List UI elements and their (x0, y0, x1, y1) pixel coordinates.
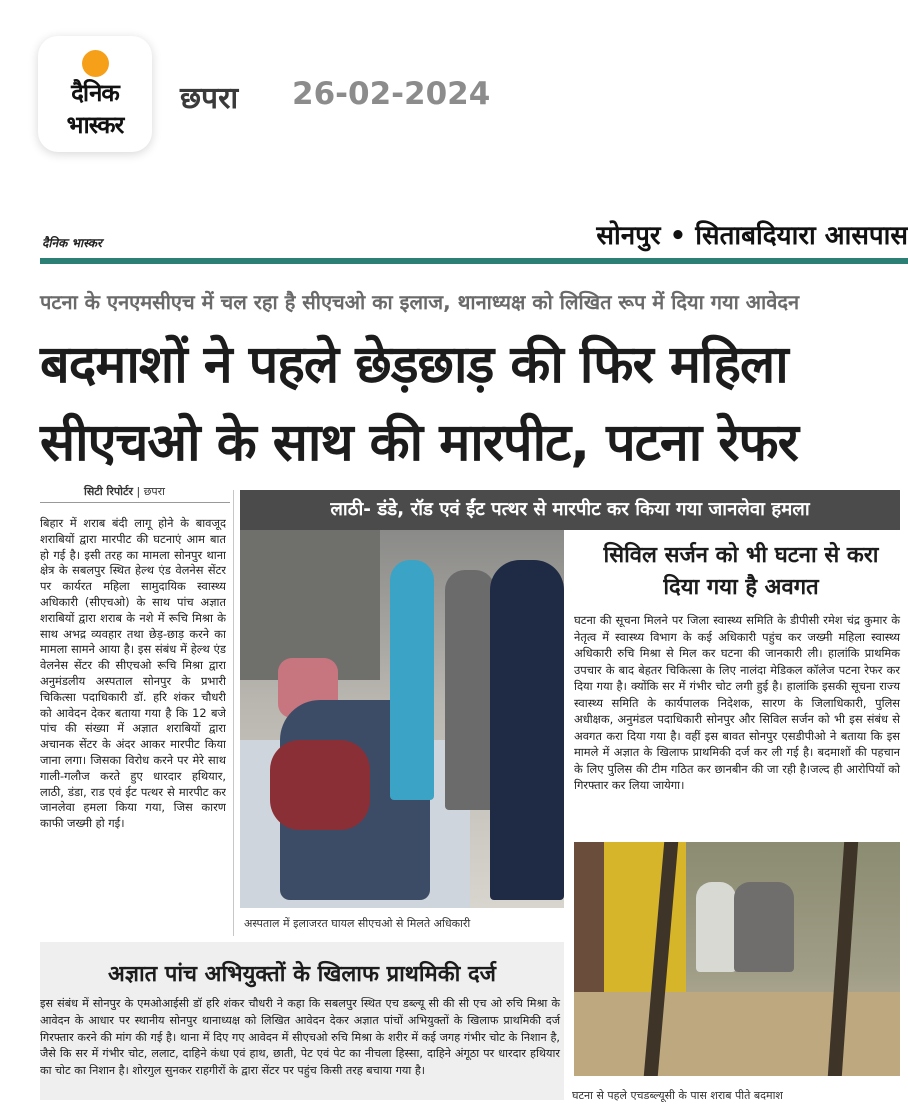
section-rule (40, 258, 908, 264)
decor (696, 882, 736, 972)
right-column-text: घटना की सूचना मिलने पर जिला स्वास्थ्य समिति के डीपीसी रमेश चंद्र कुमार के नेतृत्व में स्वास्थ्य विभाग के कई अधिकारी पहुंच कर जख्मी महिला स्वास्थ्य अधिकारी रुचि मिश्रा से मिल कर घटना की जानकारी ली। हालांकि प्राथमिक उपचार के बाद बेहतर चिकित्सा के लिए नालंदा मेडिकल कॉलेज पटना रेफर कर दिया गया है। क्योंकि सर में गंभीर चोट लगी हुई है। हालांकि इसकी सूचना राज्य स्वास्थ्य समिति के कार्यपालक निदेशक, सारण के जिलाधिकारी, पुलिस अधीक्षक, अनुमंडल पदाधिकारी सोनपुर और सिविल सर्जन को भी इस संबंध से अवगत करा दिया गया है। वहीं इस बावत सोनपुर एसडीपीओ ने बताया कि इस मामले में अज्ञात के खिलाफ प्राथमिकी दर्ज कर ली गई है। बदमाशों की पहचान के लिए पुलिस की टीम गठित कर छानबीन की जा रही है।जल्द ही आरोपियों को गिरफ्तार कर लिया जायेगा। (574, 613, 900, 792)
decor (574, 992, 900, 1076)
decor (445, 570, 495, 810)
photo-banner: लाठी- डंडे, रॉड एवं ईंट पत्थर से मारपीट कर किया गया जानलेवा हमला (240, 490, 900, 530)
app-logo (38, 36, 152, 152)
right-headline: सिविल सर्जन को भी घटना से करा दिया गया है अवगत (603, 543, 879, 600)
bottom-text: इस संबंध में सोनपुर के एमओआईसी डॉ हरि शंकर चौधरी ने कहा कि सबलपुर स्थित एच डब्ल्यू सी की सी एच ओ रुचि मिश्रा के आवेदन के आधार पर स्थानीय सोनपुर थानाध्यक्ष को लिखित आवेदन देकर अज्ञात पांचों अभियुक्तों के खिलाफ प्राथमिकी दर्ज गिरफ्तार करने की मांग की गई है। थाना में दिए गए आवेदन में सीएचओ रुचि मिश्रा के शरीर में कई जगह गंभीर चोट के निशान है, जैसे कि सर में गंभीर चोट, ललाट, दाहिने कंधा एवं हाथ, छाती, पेट एवं पेट का नीचला हिस्सा, दाहिने अंगूठा पर धारदार हथियार का चोट का निशान है। शोरगुल सुनकर राहगीरों के द्वारा सेंटर पर पहुंच किसी तरह बचाया गया है। (40, 997, 560, 1078)
bottom-headline: अज्ञात पांच अभियुक्तों के खिलाफ प्राथमिकी दर्ज (108, 962, 496, 987)
byline: सिटी रिपोर्टर | छपरा (84, 485, 166, 498)
newspaper-brand: दैनिक भास्कर (42, 236, 102, 250)
hospital-photo-caption: अस्पताल में इलाजरत घायल सीएचओ से मिलते अधिकारी (244, 917, 471, 930)
section-title: सोनपुर • सिताबदियारा आसपास (596, 221, 908, 251)
byline-name: सिटी रिपोर्टर (84, 485, 133, 498)
main-headline (40, 326, 900, 482)
edition-city: छपरा (180, 81, 239, 116)
sun-icon (82, 50, 109, 77)
hospital-photo (240, 530, 564, 908)
decor (490, 560, 564, 900)
byline-rule (40, 502, 230, 503)
decor (734, 882, 794, 972)
kicker-line: पटना के एनएमसीएच में चल रहा है सीएचओ का इलाज, थानाध्यक्ष को लिखित रूप में दिया गया आवेदन (40, 290, 800, 314)
decor (390, 560, 434, 800)
logo-text-line2: भास्कर (66, 111, 124, 139)
column-divider (233, 490, 234, 936)
headline-line-1: बदमाशों ने पहले छेड़छाड़ की फिर महिला (40, 335, 788, 395)
left-column-text: बिहार में शराब बंदी लागू होने के बावजूद शराबियों द्वारा मारपीट की घटनाएं आम बात हो गई है। इसी तरह का मामला सोनपुर थाना क्षेत्र के सबलपुर स्थित हेल्थ एंड वेलनेस सेंटर पर कार्यरत महिला सामुदायिक स्वास्थ्य अधिकारी (सीएचओ) के साथ पांच अज्ञात शराबियों द्वारा शराब के नशे में रूचि मिश्रा के साथ अभद्र व्यवहार तथा छेड़-छाड़ करने का मामला सामने आया है। इस संबंध में हेल्थ एंड वेलनेस सेंटर की सीएचओ रूचि मिश्रा द्वारा अनुमंडलीय अस्पताल सोनपुर के प्रभारी चिकित्सा पदाधिकारी डॉ. हरि शंकर चौधरी को आवेदन देकर बताया गया है कि 12 बजे पांच की संख्या में अज्ञात शराबियों द्वारा अचानक सेंटर के अंदर आकर मारपीट किया जाना लगा। जिसका विरोध करने पर मेरे साथ गाली-गलौज करते हुए धारदार हथियार, लाठी, डंडा, राड एवं ईट पत्थर से मारपीट कर जानलेवा हमला किया गया, जिस कारण काफी जख्मी हो गई। (40, 516, 226, 831)
decor (270, 740, 370, 830)
edition-date: 26-02-2024 (292, 76, 491, 112)
headline-line-2: सीएचओ के साथ की मारपीट, पटना रेफर (40, 413, 798, 473)
suspects-photo-caption: घटना से पहले एचडब्ल्यूसी के पास शराब पीते बदमाश (572, 1089, 783, 1102)
suspects-photo (574, 842, 900, 1076)
byline-place: छपरा (143, 485, 166, 498)
logo-text-line1: दैनिक (71, 79, 119, 107)
